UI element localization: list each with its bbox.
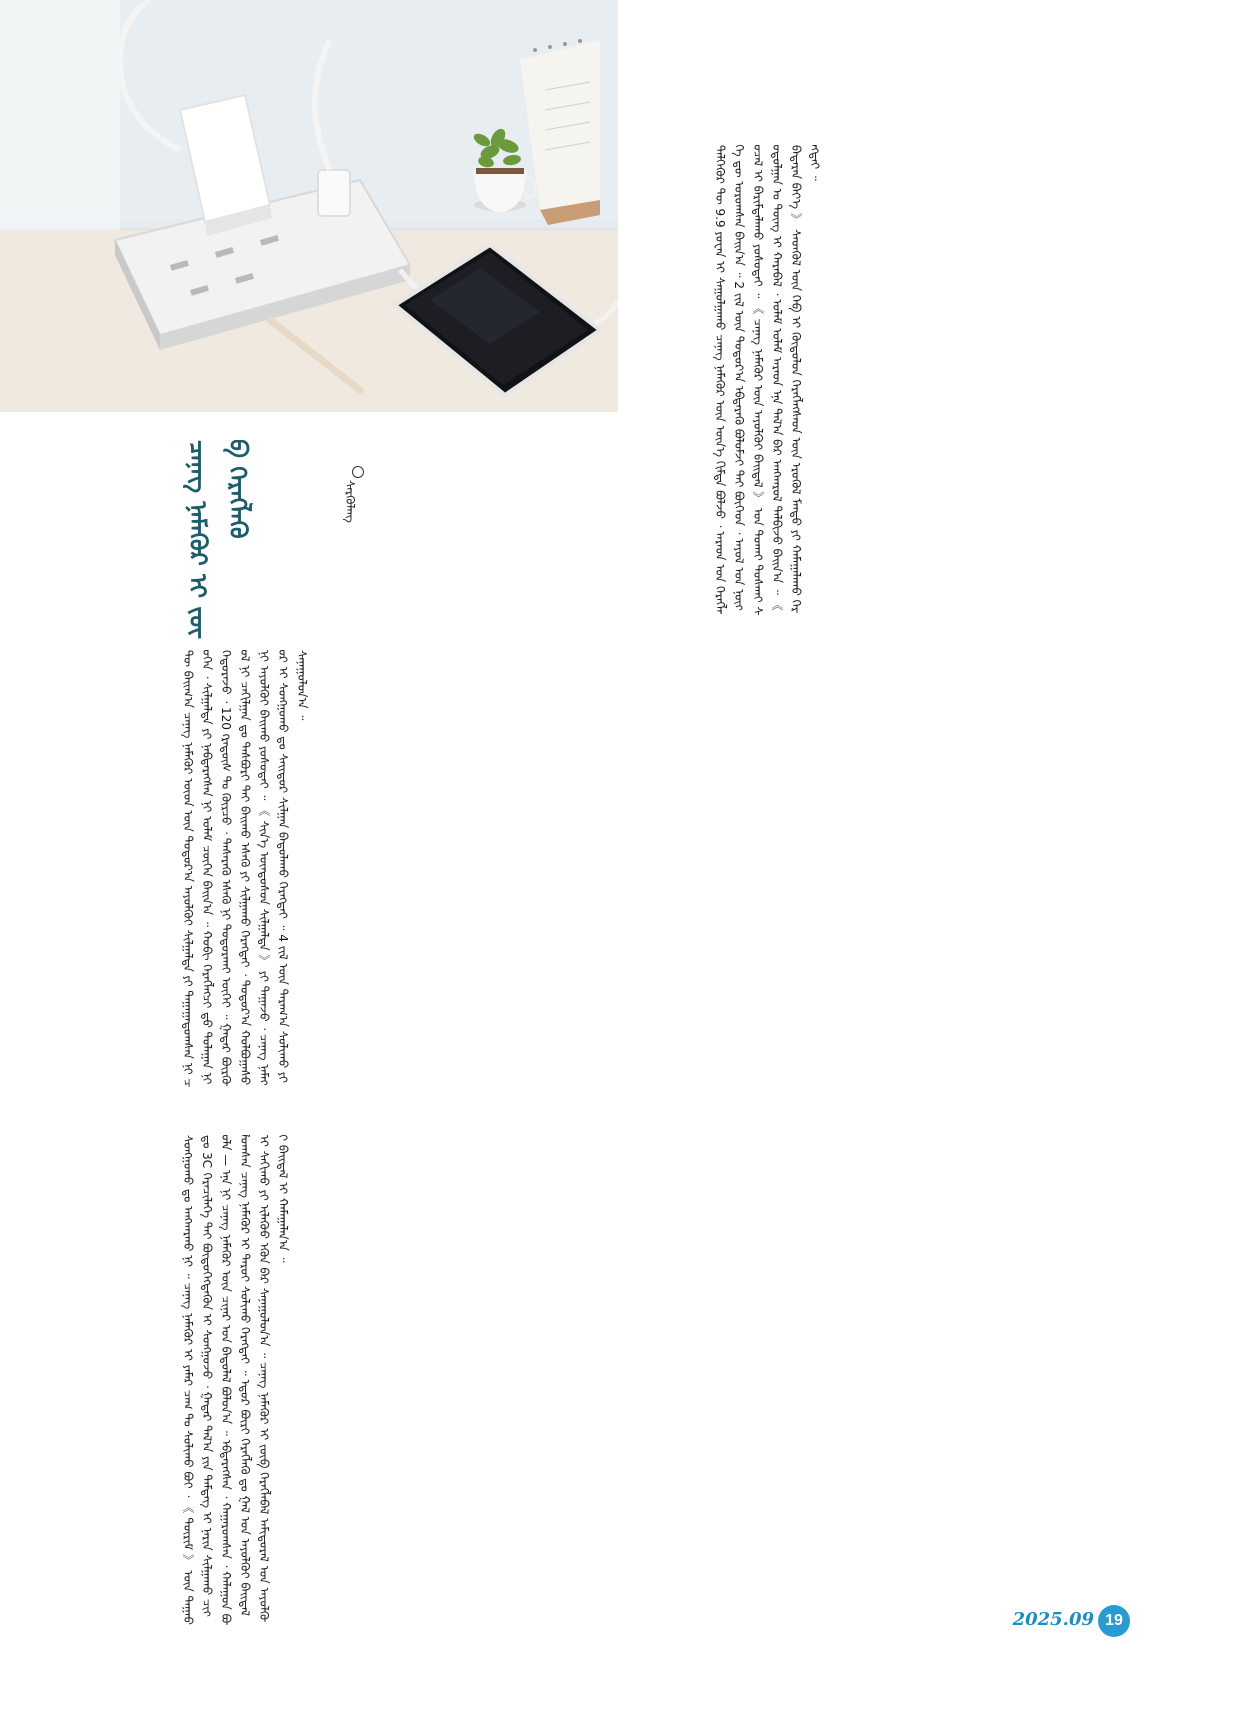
article-body-column-1: ᠳᠡᠯᠭᠡᠭᠦᠷ ᠲᠦ 9.9 ᠶᠤᠸᠠᠨ ᠢ ᠰᠠᠭᠤᠯᠭᠠᠬᠤ ᠴᠡᠨᠡᠭ ᠨᠡᠮᠡᠭᠦᠷ ᠦᠨ ᠦᠨ᠎ᠡ ᠬᠢᠮᠳᠠ ᠪᠣᠯᠵᠤ ᠂ ᠠᠷᠠᠳ ᠤᠨ ᠬᠡᠷᠡᠭᠯᠡᠭᠡ ᠳᠦ ᠣᠷᠤᠭᠰᠠᠨ ᠪᠠᠢᠨ᠎ᠠ ᠃ 2 ᠵᠢᠯ ᠦᠨ ᠳᠣᠲᠣᠷ᠎ᠠ ᠡᠪᠳᠡᠷᠡᠬᠦ ᠪᠣᠯᠤᠮᠵᠢ ᠲᠠᠢ ᠪᠥᠭᠡᠳ ᠂ ᠠᠶᠤᠯ ᠤᠨ ᠨᠥᠬᠦᠴᠡᠯ ᠢ ᠪᠠᠷᠢᠮᠲᠠᠯᠠᠬᠤ ᠶᠤᠰᠣᠲᠠᠢ ᠃ 《 ᠴᠡᠨᠡᠭ ᠨᠡᠮᠡᠭᠦᠷ ᠦᠨ ᠠᠶᠤᠯᠭᠦᠢ ᠪᠠᠢᠳᠠᠯ 》 ᠤᠨ ᠲᠤᠬᠠᠢ ᠲᠤᠰᠬᠠᠢ ᠰᠤᠳᠤᠯᠭᠠᠨ ᠤ ᠳᠦᠩ ᠢ ᠬᠠᠷᠠᠪᠠᠯ ᠂ ᠤᠯᠠᠮ ᠤᠯᠠᠮ ᠠᠷᠠᠳ ᠡᠨᠡ ᠲᠠᠯ᠎ᠠ ᠪᠠᠷ ᠠᠩᠬᠠᠷᠤᠯ ᠲᠠᠯᠪᠢᠵᠤ ᠪᠠᠢᠨ᠎ᠠ ᠃ 《 ᠪᠠᠳᠠᠷᠠᠨ ᠪᠡᠶ᠎ᠡ 》 ᠰᠡᠳᠭᠦᠯ ᠦᠨ ᠬᠡᠪ ᠢ ᠬᠥᠲᠦᠯᠦᠨ ᠬᠡᠷᠡᠭᠯᠡᠭᠰᠡᠳ ᠦᠨ ᠡᠷᠦᠭᠦᠯ ᠮᠡᠨᠳᠦ ᠶᠢ ᠬᠠᠮᠠᠭᠠᠯᠠᠬᠤ ᠬᠡᠷᠡᠭᠲᠡᠢ ᠃ <box>713 145 822 615</box>
charger-photo-illustration <box>0 0 618 412</box>
page-footer <box>1000 1605 1130 1641</box>
article-body-column-3: ᠰᠣᠩᠭᠣᠬᠤ ᠳᠤ ᠠᠩᠬᠠᠷᠬᠤ ᠨᠢ ᠃ ᠴᠡᠨᠡᠭ ᠨᠡᠮᠡᠭᠦᠷ ᠢ ᠶᠠᠮᠠᠷ ᠴᠠᠭ ᠲᠤ ᠰᠣᠯᠢᠬᠤ ᠪᠤᠢ ᠂ 《 ᠳᠦᠷᠢᠮ 》 ᠦᠨ ᠳᠠᠭᠠᠤ ᠳᠤ 3C ᠭᠡᠷᠡᠴᠢᠯᠡᠭᠡ ᠲᠠᠢ ᠪᠦᠲᠦᠭᠡᠭᠳᠡᠬᠦᠨ ᠢ ᠰᠣᠩᠭᠣᠵᠤ ᠂ ᠭᠠᠳᠠᠷ ᠲᠠᠯ᠎ᠠ ᠶᠢᠨ ᠲᠡᠮᠳᠡᠭ ᠢ ᠨᠠᠷᠢᠨ ᠰᠢᠯᠭᠠᠬᠤ ᠴᠢᠬᠤᠯᠠ — ᠡᠨᠡ ᠨᠢ ᠴᠡᠨᠡᠭ ᠨᠡᠮᠡᠭᠦᠷ ᠦᠨ ᠴᠢᠨᠠᠷ ᠤᠨ ᠪᠠᠳᠤᠯᠠᠯ ᠪᠣᠯᠤᠨ᠎ᠠ ᠃ ᠡᠪᠳᠡᠷᠡᠭᠰᠡᠨ ᠂ ᠬᠠᠭᠠᠷᠤᠭᠰᠠᠨ ᠂ ᠬᠠᠯᠠᠭᠤᠨ ᠪᠣᠯᠤᠭᠰᠠᠨ ᠴᠡᠨᠡᠭ ᠨᠡᠮᠡᠭᠦᠷ ᠢ ᠳᠠᠷᠤᠢ ᠰᠣᠯᠢᠬᠤ ᠬᠡᠷᠡᠭᠲᠡᠢ ᠃ ᠡᠳᠦᠷ ᠪᠦᠷᠢ ᠬᠡᠷᠡᠭᠯᠡᠬᠦ ᠳᠤ ᠭᠠᠯ ᠤᠨ ᠠᠶᠤᠯᠭᠦᠢ ᠪᠠᠢᠳᠠᠯ ᠢ ᠰᠠᠬᠢᠬᠤ ᠶᠢ ᠢᠯᠡᠭᠦᠦ ᠡᠭᠦᠨ ᠪᠡᠷ ᠰᠠᠨᠠᠭᠤᠯᠤᠨ᠎ᠠ ᠃ ᠴᠡᠨᠡᠭ ᠨᠡᠮᠡᠭᠦᠷ ᠢ ᠵᠥᠪ ᠬᠡᠷᠡᠭᠯᠡᠪᠡᠯ ᠠᠮᠢᠳᠤᠷᠠᠯ ᠤᠨ ᠠᠶᠤᠯᠭᠦᠢ ᠪᠠᠢᠳᠠᠯ ᠢ ᠬᠠᠮᠠᠭᠠᠯᠠᠨ᠎ᠠ ᠃ <box>181 1135 290 1625</box>
article-author: ᠰᠡᠷᠭᠦᠯᠡᠩ <box>343 480 357 523</box>
page-number-badge: 19 <box>1098 1605 1130 1637</box>
issue-date: 2025.09 <box>1012 1609 1094 1630</box>
article-body-column-2: ᠲᠦ ᠪᠠᠢᠭ᠎ᠠ ᠴᠡᠨᠡᠭ ᠨᠡᠮᠡᠭᠦᠷ ᠦᠳ ᠦᠨ ᠳᠣᠲᠣᠷ᠎ᠠ ᠠᠶᠤᠯᠭᠦᠢ ᠰᠢᠯᠭᠠᠯᠲᠠ ᠶᠢ ᠳᠠᠭᠠᠭᠠᠳᠤᠭᠰᠠᠨ ᠨᠢ ᠴᠥᠭᠡᠨ ᠂ ᠰᠢᠯᠭᠠᠯᠲᠠ ᠶᠢ ᠨᠡᠪᠲᠡᠷᠡᠭᠰᠡᠨ ᠨᠢ ᠤᠯᠠᠮ ᠴᠥᠭᠡᠨ ᠪᠠᠢᠨ᠎ᠠ ᠃ ᠬᠤᠪᠢ ᠬᠡᠷᠡᠭᠯᠡᠭᠴᠢ ᠳ᠋ᠦ ᠳᠤᠯᠠᠭᠠᠨ ᠨᠢ ᠬᠡᠲᠦᠷᠡᠵᠦ ᠂ 120 ᠭᠷᠠᠳᠦ᠋ᠰ ᠲᠤ ᠬᠦᠷᠴᠦ ᠂ ᠲᠡᠰᠡᠷᠡᠬᠦ ᠡᠰᠡᠬᠦ ᠨᠢ ᠲᠣᠳᠣᠷᠬᠠᠢ ᠦᠭᠡᠢ ᠃ ᠭᠠᠳᠠᠷ ᠪᠦᠷᠬᠦᠦᠯ ᠨᠢ ᠴᠠᠬᠢᠯᠭᠠᠨ ᠳᠤ ᠲᠡᠰᠪᠦᠷᠢ ᠲᠠᠢ ᠪᠠᠢᠬᠤ ᠡᠰᠡᠬᠦ ᠶᠢ ᠰᠢᠯᠭᠠᠬᠤ ᠬᠡᠷᠡᠭᠲᠡᠢ ᠂ ᠳᠣᠲᠣᠷ᠎ᠠ ᠬᠣᠯᠪᠣᠭᠠᠰᠤ ᠨᠢ ᠠᠶᠤᠯᠭᠦᠢ ᠪᠠᠢᠬᠤ ᠶᠤᠰᠣᠲᠠᠢ ᠃ 《 ᠰᠢᠨ᠎ᠡ ᠦᠨᠳᠦᠰᠦᠨ ᠰᠢᠯᠭᠠᠯᠲᠠ 》 ᠶᠢ ᠳᠠᠭᠠᠵᠤ ᠂ ᠴᠡᠨᠡᠭ ᠨᠡᠮᠡᠭᠦᠷ ᠢ ᠰᠣᠩᠭᠣᠬᠤ ᠳᠤ ᠰᠠᠢᠲᠤᠷ ᠰᠢᠯᠭᠠᠨ ᠪᠠᠲᠤᠯᠠᠬᠤ ᠬᠡᠷᠡᠭᠲᠡᠢ ᠃ 4 ᠵᠢᠯ ᠦᠨ ᠳᠠᠷᠠᠭ᠎ᠠ ᠰᠣᠯᠢᠬᠤ ᠶᠢ ᠰᠠᠨᠠᠭᠤᠯᠤᠨ᠎ᠠ ᠃ <box>181 650 309 1087</box>
article-photo <box>0 0 618 412</box>
author-circle-icon <box>352 466 364 478</box>
article-title: ᠴᠡᠨᠡᠭ ᠨᠡᠮᠡᠭᠦᠷ ᠢ ᠵᠥᠪ ᠬᠡᠷᠡᠭᠯᠡᠬᠦ <box>184 440 253 638</box>
